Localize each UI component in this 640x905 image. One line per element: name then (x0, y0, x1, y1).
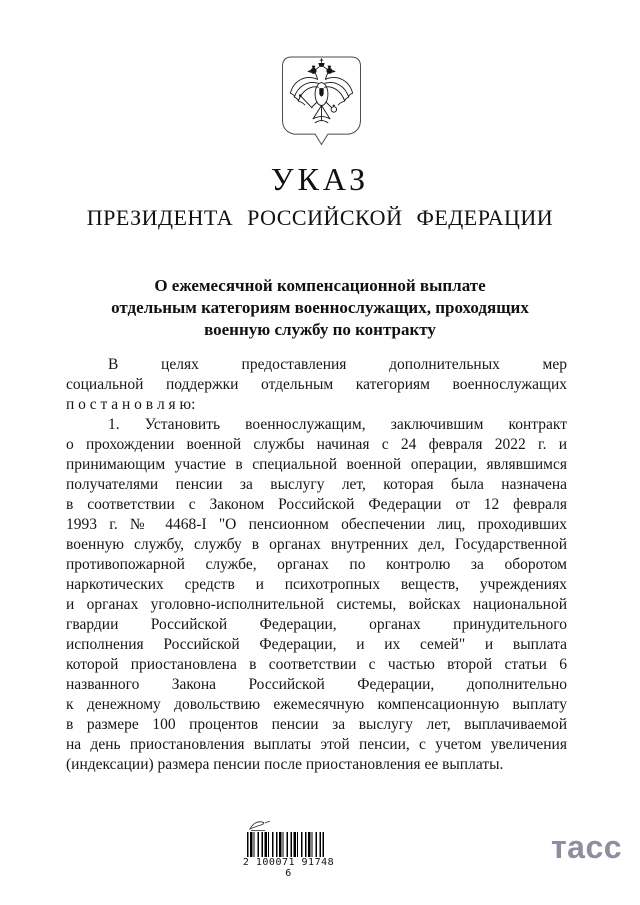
body-text-line: о прохождении военной службы начиная с 24 февраля 2022 г. и (66, 436, 567, 453)
body-text-line: принимающим участие в специальной военной операции, являвшимся (66, 456, 567, 473)
body-text-line: в соответствии с Законом Российской Федерации от 12 февраля (66, 496, 567, 513)
barcode-number: 2 100071 91748 6 (242, 857, 335, 879)
decree-subject-heading (70, 275, 570, 341)
body-text-line: к денежному довольствию ежемесячную компенсационную выплату (66, 696, 567, 713)
barcode (247, 832, 324, 857)
subject-line: отдельным категориям военнослужащих, проходящих (111, 298, 529, 317)
subject-line: О ежемесячной компенсационной выплате (154, 276, 486, 295)
document-title: УКАЗ (270, 161, 370, 197)
body-text-line: названного Закона Российской Федерации, дополнительно (66, 676, 567, 693)
body-text-line: гвардии Российской Федерации, органах принудительного (66, 616, 567, 633)
body-text-line: наркотических средств и психотропных веществ, учреждениях (66, 576, 567, 593)
body-text-line: в размере 100 процентов пенсии за выслугу лет, выплачиваемой (66, 716, 567, 733)
body-text-line: и органах уголовно-исполнительной системы, войсках национальной (66, 596, 567, 613)
russia-coat-of-arms-icon (281, 54, 362, 150)
body-text-line: получателями пенсии за выслугу лет, которая была назначена (66, 476, 567, 493)
document-subtitle: ПРЕЗИДЕНТА РОССИЙСКОЙ ФЕДЕРАЦИИ (86, 205, 554, 230)
body-text-line: исполнения Российской Федерации, и их семей" и выплата (66, 636, 567, 653)
tass-logo: тасс (551, 829, 623, 865)
subject-line: военную службу по контракту (204, 320, 436, 339)
body-text-line: военную службу, службу в органах внутренних дел, Государственной (66, 536, 567, 553)
body-text-line: которой приостановлена в соответствии с частью второй статьи 6 (66, 656, 567, 673)
body-text-line: п о с т а н о в л я ю: (66, 396, 196, 413)
body-text-line: социальной поддержки отдельным категориям военнослужащих (66, 376, 567, 393)
body-text-line: противопожарной службе, органах по контролю за оборотом (66, 556, 567, 573)
body-text-line: на день приостановления выплаты этой пенсии, с учетом увеличения (66, 736, 567, 753)
body-text-line: 1. Установить военнослужащим, заключившим контракт (108, 416, 567, 433)
body-text-line: 1993 г. № 4468-I "О пенсионном обеспечении лиц, проходивших (66, 516, 567, 533)
body-text-line: В целях предоставления дополнительных мер (108, 356, 567, 373)
body-text-line: (индексации) размера пенсии после приостановления ее выплаты. (66, 756, 504, 773)
decree-body-text (66, 355, 567, 775)
